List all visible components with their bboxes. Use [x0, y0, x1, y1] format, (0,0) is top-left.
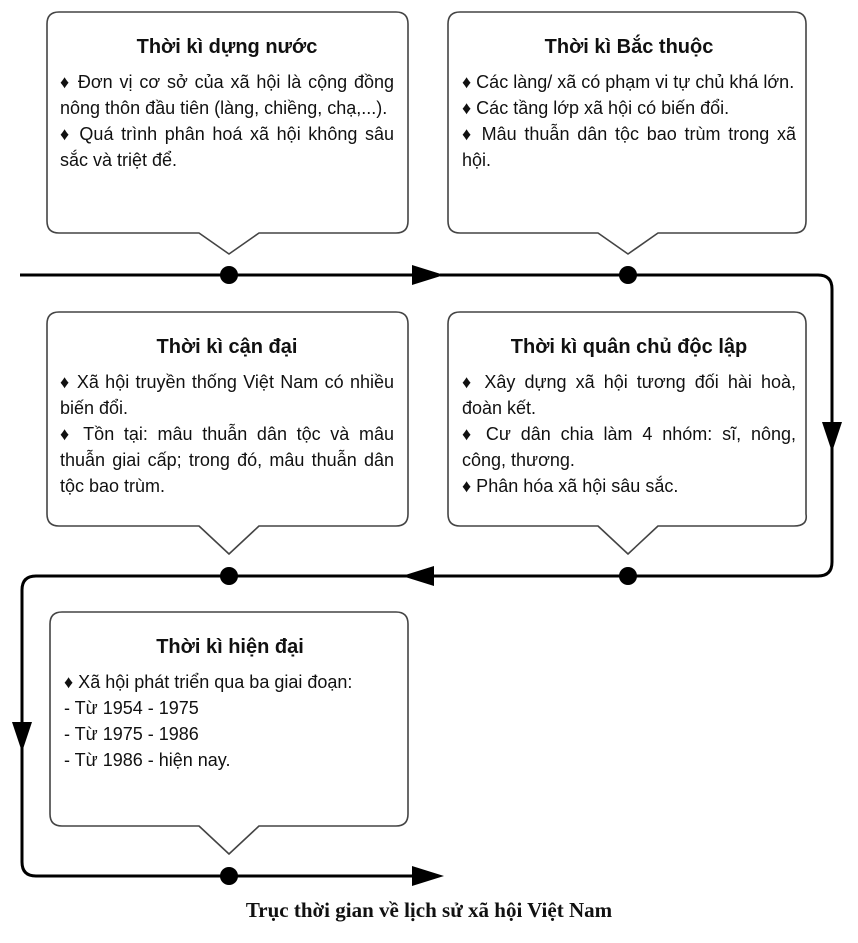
timeline-dot-3	[619, 567, 637, 585]
period-point: - Từ 1975 - 1986	[64, 724, 199, 744]
period-box-dung-nuoc	[60, 36, 394, 173]
period-title: Thời kì quân chủ độc lập	[510, 336, 748, 358]
period-box-quan-chu	[462, 336, 796, 499]
period-title: Thời kì hiện đại	[156, 636, 304, 658]
period-point: ♦ Tồn tại: mâu thuẫn dân tộc và mâu thuẫn giai cấp; trong đó, mâu thuẫn dân tộc bao trùm.	[60, 424, 394, 496]
period-box-bac-thuoc	[462, 36, 796, 173]
arrow-left	[402, 566, 434, 586]
period-title: Thời kì Bắc thuộc	[544, 36, 714, 58]
arrow-down-left	[12, 722, 32, 752]
timeline-dot-5	[220, 867, 238, 885]
arrow-down-right	[822, 422, 842, 452]
period-point: - Từ 1954 - 1975	[64, 698, 199, 718]
period-point: - Từ 1986 - hiện nay.	[64, 750, 231, 770]
period-title: Thời kì dựng nước	[136, 36, 318, 58]
period-point: ♦ Phân hóa xã hội sâu sắc.	[462, 476, 679, 496]
period-point: ♦ Quá trình phân hoá xã hội không sâu sắc và triệt để.	[60, 124, 394, 170]
period-point: ♦ Xã hội truyền thống Việt Nam có nhiều biến đổi.	[60, 372, 394, 418]
period-point: ♦ Xây dựng xã hội tương đối hài hoà, đoàn kết.	[462, 372, 796, 418]
period-point: ♦ Cư dân chia làm 4 nhóm: sĩ, nông, công, thương.	[462, 424, 796, 470]
timeline-dot-2	[619, 266, 637, 284]
timeline-dot-1	[220, 266, 238, 284]
period-point: ♦ Các tầng lớp xã hội có biến đổi.	[462, 98, 730, 118]
period-box-can-dai	[60, 336, 394, 499]
arrow-right-1	[412, 265, 444, 285]
timeline-dot-4	[220, 567, 238, 585]
diagram-caption: Trục thời gian về lịch sử xã hội Việt Nam	[245, 898, 613, 922]
period-box-hien-dai	[64, 636, 396, 773]
period-point: ♦ Đơn vị cơ sở của xã hội là cộng đồng nông thôn đầu tiên (làng, chiềng, chạ,...).	[60, 72, 394, 118]
period-point: ♦ Các làng/ xã có phạm vi tự chủ khá lớn.	[462, 72, 795, 92]
arrow-right-end	[412, 866, 444, 886]
period-point: ♦ Xã hội phát triển qua ba giai đoạn:	[64, 672, 353, 692]
period-title: Thời kì cận đại	[156, 336, 298, 358]
period-point: ♦ Mâu thuẫn dân tộc bao trùm trong xã hội.	[462, 124, 796, 170]
